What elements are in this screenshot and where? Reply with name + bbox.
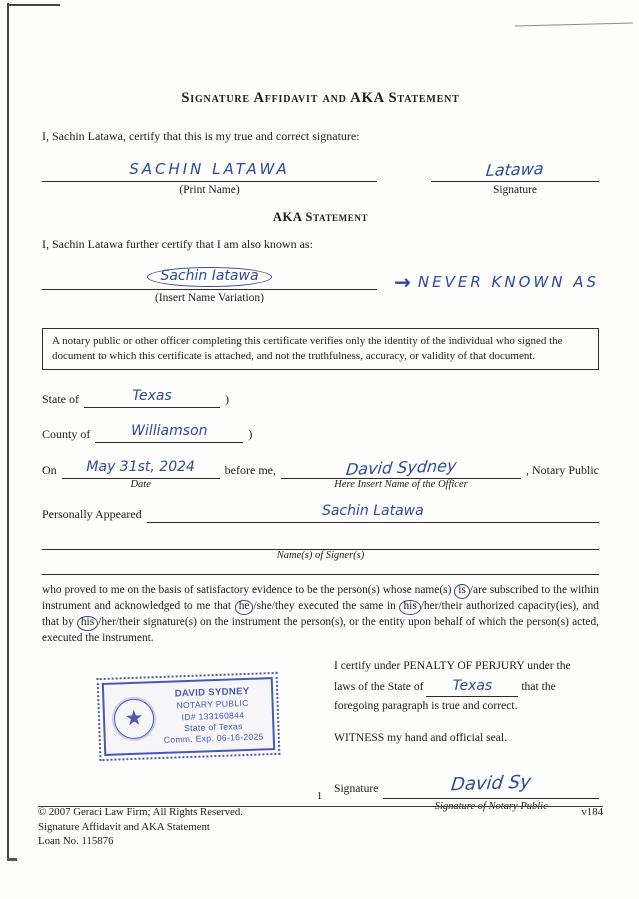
ack-text-1: who proved to me on the basis of satisfactory evidence to be the person(s) whose name(s): [42, 583, 455, 596]
officer-name-handwriting: David Sydney: [344, 455, 458, 479]
certify-state-field: [426, 676, 518, 697]
state-of-label: State of: [42, 391, 79, 406]
before-me-label: before me,: [224, 462, 276, 477]
stamp-id: ID# 133160844: [180, 710, 244, 723]
notary-public-suffix: , Notary Public: [526, 462, 599, 477]
notary-stamp: [101, 677, 274, 756]
document-title: Signature Affidavit and AKA Statement: [181, 90, 460, 106]
certify-line-2-pre: laws of the State of: [334, 680, 424, 694]
notary-signature-hint: Signature of Notary Public: [434, 801, 548, 813]
certify-line-2: [334, 676, 599, 697]
aka-statement-heading: AKA Statement: [272, 210, 369, 224]
ack-text-4: /her/their authorized capacity(ies), and that by: [42, 599, 599, 628]
never-known-as-text: NEVER KNOWN AS: [417, 273, 599, 291]
signer-names-hint: Name(s) of Signer(s): [276, 549, 365, 561]
circled-word-his-2: his: [77, 616, 98, 631]
signature-label: Signature: [492, 184, 538, 196]
officer-name-field: [281, 455, 521, 490]
certify-line-1: I certify under PENALTY OF PERJURY under the: [334, 659, 571, 673]
appeared-name-handwriting: Sachin Latawa: [321, 502, 424, 519]
print-name-line: [42, 160, 377, 182]
certify-line-2-post: that the: [521, 680, 556, 694]
scan-artifact-left: [7, 3, 9, 859]
circled-word-he: he: [235, 600, 254, 615]
date-field: [62, 458, 220, 490]
on-label: On: [42, 462, 57, 477]
ack-text-5: /her/their signature(s) on the instrument the person(s), or the entity upon behalf of which the person(s) acted, executed the instrument.: [42, 615, 599, 644]
signature-field: [431, 160, 599, 196]
print-name-label: (Print Name): [179, 184, 240, 196]
county-handwriting: Williamson: [131, 422, 208, 439]
circled-word-his-1: his: [399, 600, 420, 615]
star-glyph: ★: [123, 705, 144, 731]
footer: [38, 805, 603, 849]
aka-intro: I, Sachin Latawa further certify that I am also known as:: [42, 237, 313, 251]
ack-text-3: /she/they executed the same in: [253, 599, 400, 612]
name-variation-field: [42, 268, 377, 304]
stamp-expiry: Comm. Exp. 06-16-2025: [163, 731, 264, 746]
personally-appeared-row: [42, 503, 599, 523]
signer-signature-handwriting: Latawa: [485, 158, 545, 181]
acknowledgment-date-row: [42, 455, 599, 490]
stamp-title: NOTARY PUBLIC: [175, 698, 249, 712]
certify-state-handwriting: Texas: [452, 678, 493, 695]
certify-line-3: foregoing paragraph is true and correct.: [334, 699, 518, 713]
stamp-star-icon: [113, 698, 154, 739]
state-handwriting: Texas: [132, 387, 172, 404]
state-of-row: [42, 388, 599, 408]
print-name-handwriting: SACHIN LATAWA: [129, 160, 290, 178]
signature-fields-row: [42, 160, 599, 196]
signer-names-blank-line-2: [42, 569, 599, 575]
state-close-paren: ): [225, 391, 229, 406]
never-known-as-annotation: [394, 270, 599, 304]
county-of-row: [42, 423, 599, 443]
footer-left-block: [38, 805, 243, 849]
footer-copyright: © 2007 Geraci Law Firm; All Rights Reserved.: [38, 806, 243, 819]
name-variation-line: [42, 268, 377, 290]
circled-word-is: is: [454, 584, 470, 599]
footer-version: v184: [581, 806, 603, 819]
page-number: 1: [316, 790, 323, 802]
signature-line: [431, 160, 599, 182]
scan-artifact-top-right: [515, 22, 633, 26]
officer-name-hint: Here Insert Name of the Officer: [334, 478, 468, 490]
personally-appeared-label: Personally Appeared: [42, 506, 142, 521]
notary-signature-label: Signature: [334, 782, 379, 796]
stamp-column: [42, 658, 334, 799]
footer-loan-number: Loan No. 115876: [38, 835, 114, 848]
county-close-paren: ): [248, 426, 253, 441]
county-of-label: County of: [42, 426, 91, 441]
name-variation-handwriting: Sachin Iatawa: [147, 267, 271, 287]
arrow-icon: →: [394, 270, 411, 294]
scan-artifact-top: [8, 4, 60, 6]
stamp-state: State of Texas: [183, 721, 243, 734]
state-field: [84, 388, 220, 408]
stamp-text-block: [162, 686, 264, 747]
date-hint: Date: [130, 478, 151, 490]
county-field: [95, 423, 243, 443]
appeared-name-field: [147, 503, 599, 523]
ack-text-2: /are subscribed to the within instrument and acknowledged to me that: [42, 583, 600, 612]
witness-statement: WITNESS my hand and official seal.: [334, 731, 508, 745]
notary-notice-box: [42, 328, 599, 370]
date-handwriting: May 31st, 2024: [86, 458, 195, 475]
acknowledgment-paragraph: [42, 583, 599, 647]
perjury-certification-block: [334, 658, 599, 813]
footer-doc-name: Signature Affidavit and AKA Statement: [38, 820, 210, 833]
notary-notice-text: A notary public or other officer completing this certificate verifies only the identity of the individual who signed the document to which this certificate is attached, and not the truthfulness, accuracy, or validity of that document.: [52, 335, 563, 362]
scan-artifact-bottom-left: [7, 858, 17, 861]
signature-certify-intro: I, Sachin Latawa, certify that this is my true and correct signature:: [42, 129, 360, 143]
aka-fields-row: [42, 268, 599, 304]
name-variation-label: (Insert Name Variation): [155, 292, 264, 304]
notary-signature-handwriting: David Sy: [450, 771, 533, 796]
signer-names-blank-line: [42, 538, 599, 561]
print-name-field: [42, 160, 377, 196]
stamp-name: DAVID SYDNEY: [174, 686, 250, 700]
